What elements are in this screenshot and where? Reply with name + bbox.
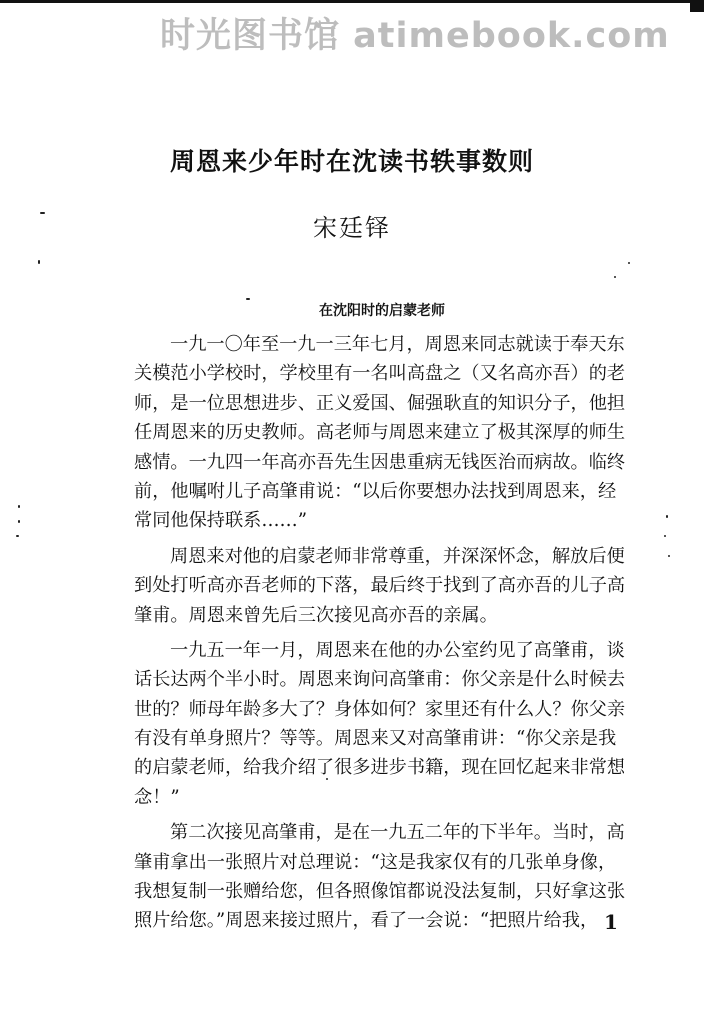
text-line: 一九五一年一月，周恩来在他的办公室约见了高肇甫，谈 — [170, 639, 625, 661]
text-line: 一九一〇年至一九一三年七月，周恩来同志就读于奉天东 — [170, 334, 625, 355]
text-line: 前，他嘱咐儿子高肇甫说：“以后你要想办法找到周恩来，经 — [134, 480, 617, 502]
text-line: 到处打听高亦吾老师的下落，最后终于找到了高亦吾的儿子高 — [134, 575, 626, 597]
scan-speck — [668, 555, 670, 557]
scan-speck — [614, 276, 616, 278]
article-title: 周恩来少年时在沈读书轶事数则 — [169, 147, 534, 176]
text-line: 感情。一九四一年高亦吾先生因患重病无钱医治而病故。临终 — [134, 451, 626, 473]
scan-speck — [664, 535, 666, 537]
text-line: 常同他保持联系……” — [134, 510, 307, 532]
text-line: 任周恩来的历史教师。高老师与周恩来建立了极其深厚的师生 — [134, 422, 626, 444]
scan-speck — [628, 262, 630, 264]
text-line: 世的？师母年龄多大了？身体如何？家里还有什么人？你父亲 — [134, 698, 626, 720]
text-line: 照片给您。”周恩来接过照片，看了一会说：“把照片给我， — [134, 910, 599, 932]
author-name: 宋廷铎 — [313, 214, 391, 242]
text-line: 有没有单身照片？等等。周恩来又对高肇甫讲：“你父亲是我 — [134, 728, 617, 750]
watermark: 时光图书馆 atimebook.com — [160, 16, 670, 56]
text-line: 肇甫拿出一张照片对总理说：“这是我家仅有的几张单身像， — [134, 851, 617, 873]
text-line: 的启蒙老师，给我介绍了很多进步书籍，现在回忆起来非常想 — [134, 757, 626, 779]
text-line: 肇甫。周恩来曾先后三次接见高亦吾的亲属。 — [134, 604, 498, 626]
scan-speck — [666, 515, 668, 518]
text-line: 念！” — [134, 786, 180, 808]
text-line: 第二次接见高肇甫，是在一九五二年的下半年。当时，高 — [170, 822, 625, 844]
text-line: 关模范小学校时，学校里有一名叫高盘之（又名高亦吾）的老 — [134, 363, 626, 385]
scan-speck — [16, 535, 19, 537]
text-line: 师，是一位思想进步、正义爱国、倔强耿直的知识分子，他担 — [134, 392, 626, 414]
section-heading: 在沈阳时的启蒙老师 — [319, 303, 445, 319]
page-number: 1 — [604, 910, 618, 934]
text-line: 周恩来对他的启蒙老师非常尊重，并深深怀念，解放后便 — [170, 545, 625, 567]
scan-speck — [38, 260, 40, 264]
page-top-edge — [0, 0, 704, 3]
scan-speck — [18, 520, 20, 523]
text-line: 我想复制一张赠给您，但各照像馆都说没法复制，只好拿这张 — [134, 881, 626, 903]
article-body — [134, 330, 642, 936]
scan-speck — [18, 505, 20, 508]
text-line: 话长达两个半小时。周恩来询问高肇甫：你父亲是什么时候去 — [134, 669, 626, 691]
